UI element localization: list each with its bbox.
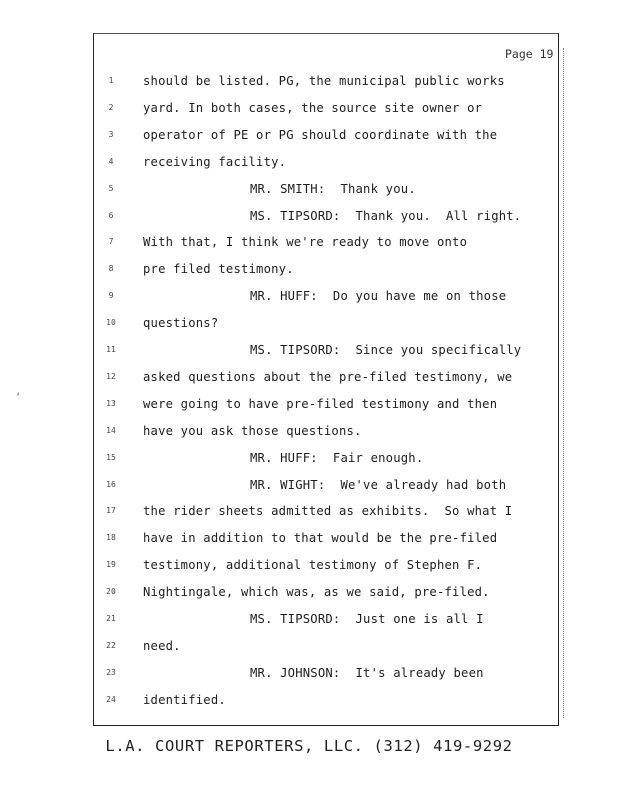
line-number: 10 <box>106 318 116 328</box>
transcript-line: MR. HUFF: Fair enough. <box>250 450 424 465</box>
line-number: 22 <box>106 640 116 650</box>
transcript-line: With that, I think we're ready to move onto <box>143 235 468 250</box>
line-number: 4 <box>108 156 114 166</box>
right-margin-rule <box>563 48 565 718</box>
transcript-line: MS. TIPSORD: Since you specifically <box>250 343 522 357</box>
transcript-line: operator of PE or PG should coordinate with the <box>143 127 498 142</box>
transcript-line: asked questions about the pre-filed testimony, we <box>143 369 513 384</box>
line-number: 13 <box>106 398 116 408</box>
line-number: 23 <box>106 667 116 677</box>
line-number: 2 <box>108 102 114 112</box>
transcript-line: should be listed. PG, the municipal public works <box>143 74 505 88</box>
transcript-line: MR. WIGHT: We've already had both <box>250 477 507 492</box>
line-number: 3 <box>108 129 114 139</box>
transcript-line: MR. SMITH: Thank you. <box>250 181 416 196</box>
transcript-line: yard. In both cases, the source site owner or <box>143 100 483 115</box>
line-number: 9 <box>108 291 114 301</box>
line-number: 6 <box>108 210 114 220</box>
line-number: 20 <box>106 587 116 597</box>
line-number: 8 <box>108 264 114 274</box>
transcript-line: Nightingale, which was, as we said, pre-filed. <box>143 585 490 600</box>
line-number: 24 <box>106 694 116 704</box>
line-number: 1 <box>108 76 114 85</box>
line-number: 17 <box>106 506 116 516</box>
line-number: 16 <box>106 479 116 489</box>
line-number: 12 <box>106 371 116 381</box>
transcript-line: MS. TIPSORD: Thank you. All right. <box>250 208 522 223</box>
line-number: 14 <box>106 425 116 435</box>
transcript-line: MR. HUFF: Do you have me on those <box>250 289 507 304</box>
line-number: 7 <box>108 237 114 247</box>
transcript-line: have in addition to that would be the pre-filed <box>143 531 498 546</box>
page-number: Page 19 <box>505 47 554 61</box>
line-number: 15 <box>106 452 116 462</box>
line-number: 19 <box>106 560 116 570</box>
margin-mark: ‘ <box>15 392 22 403</box>
transcript-line: testimony, additional testimony of Stephen F. <box>143 558 483 573</box>
transcript-line: questions? <box>143 316 219 331</box>
line-number: 5 <box>108 183 114 193</box>
reporter-footer: L.A. COURT REPORTERS, LLC. (312) 419-9292 <box>105 737 513 755</box>
transcript-line: MR. JOHNSON: It's already been <box>250 665 484 680</box>
transcript-line: MS. TIPSORD: Just one is all I <box>250 612 484 626</box>
transcript-line: need. <box>143 638 181 653</box>
transcript-line: the rider sheets admitted as exhibits. So what I <box>143 504 513 519</box>
line-number: 11 <box>106 345 116 354</box>
transcript-line: were going to have pre-filed testimony and then <box>143 396 498 411</box>
line-number: 21 <box>106 614 116 623</box>
line-number: 18 <box>106 533 116 543</box>
transcript-line: pre filed testimony. <box>143 262 294 277</box>
transcript-line: have you ask those questions. <box>143 423 362 438</box>
transcript-line: receiving facility. <box>143 154 287 169</box>
transcript-line: identified. <box>143 692 226 707</box>
